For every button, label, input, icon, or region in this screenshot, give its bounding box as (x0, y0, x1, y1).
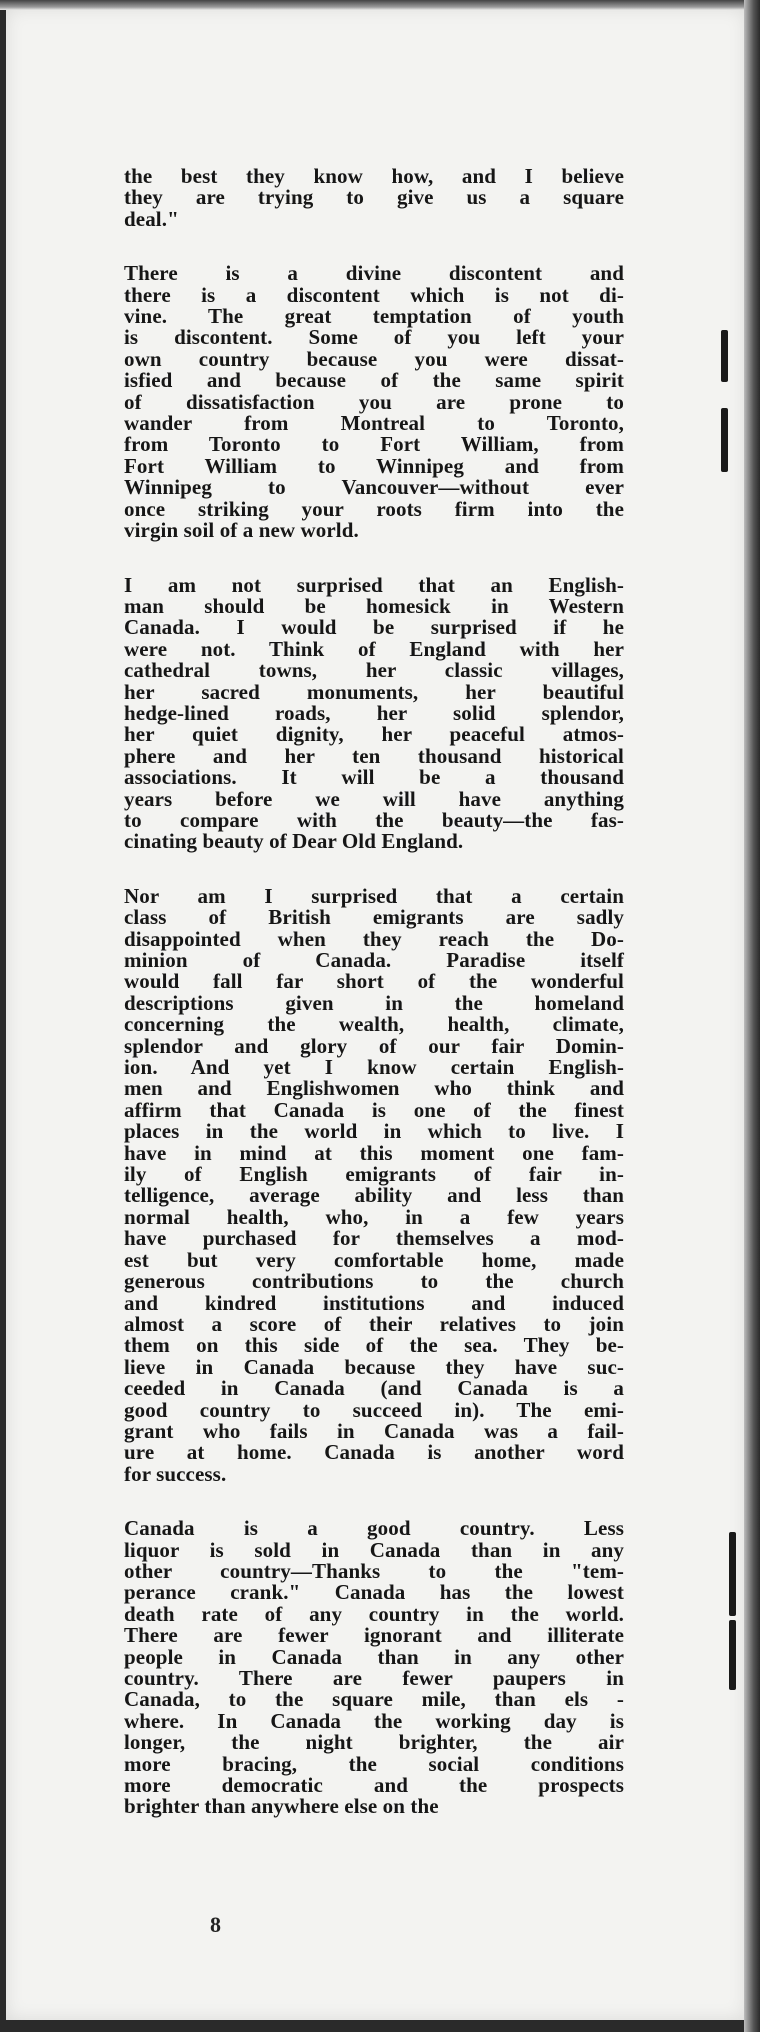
text-line: wander from Montreal to Toronto, (124, 411, 624, 436)
scan-right-edge (744, 0, 760, 2032)
text-line: and kindred institutions and induced (124, 1290, 624, 1315)
text-line: where. In Canada the working day is (124, 1708, 624, 1733)
page-number: 8 (210, 1912, 221, 1937)
text-line: brighter than anywhere else on the (124, 1794, 439, 1819)
text-line: vine. The great temptation of youth (124, 304, 624, 329)
text-line: of dissatisfaction you are prone to (124, 389, 624, 414)
text-line: disappointed when they reach the Do- (124, 926, 624, 951)
text-line: have in mind at this moment one fam- (124, 1140, 624, 1165)
text-line: is discontent. Some of you left your (124, 325, 624, 350)
text-line: would fall far short of the wonderful (124, 969, 624, 994)
text-line: they are trying to give us a square (124, 185, 624, 210)
text-line: phere and her ten thousand historical (124, 743, 624, 768)
text-line: liquor is sold in Canada than in any (124, 1537, 624, 1562)
paragraph (124, 166, 624, 230)
text-line: were not. Think of England with her (124, 636, 624, 661)
text-line: telligence, average ability and less than (124, 1183, 624, 1208)
text-line: isfied and because of the same spirit (124, 368, 624, 393)
text-line: for success. (124, 1461, 227, 1486)
text-line: almost a score of their relatives to join (124, 1311, 624, 1336)
text-line: cinating beauty of Dear Old England. (124, 829, 464, 854)
text-line: Canada is a good country. Less (124, 1516, 624, 1541)
text-line: ceeded in Canada (and Canada is a (124, 1376, 624, 1401)
text-line: to compare with the beauty—the fas- (124, 807, 624, 832)
text-line: ure at home. Canada is another word (124, 1440, 624, 1465)
text-line: men and Englishwomen who think and (124, 1076, 624, 1101)
text-line: ily of English emigrants of fair in- (124, 1162, 624, 1187)
text-line: have purchased for themselves a mod- (124, 1226, 624, 1251)
text-line: grant who fails in Canada was a fail- (124, 1418, 624, 1443)
margin-mark (729, 1620, 736, 1690)
text-line: Fort William to Winnipeg and from (124, 453, 624, 478)
text-line: affirm that Canada is one of the finest (124, 1097, 624, 1122)
text-line: Winnipeg to Vancouver—without ever (124, 475, 624, 500)
text-line: There are fewer ignorant and illiterate (124, 1623, 624, 1648)
text-line: descriptions given in the homeland (124, 990, 624, 1015)
text-line: good country to succeed in). The emi- (124, 1397, 624, 1422)
text-line: deal." (124, 206, 179, 231)
text-line: the best they know how, and I believe (124, 164, 624, 188)
text-line: Canada, to the square mile, than els - (124, 1687, 624, 1712)
text-line: I am not surprised that an English- (124, 572, 624, 597)
text-line: longer, the night brighter, the air (124, 1730, 624, 1755)
text-line: perance crank." Canada has the lowest (124, 1580, 624, 1605)
text-line: lieve in Canada because they have suc- (124, 1354, 624, 1379)
text-line: other country—Thanks to the "tem- (124, 1558, 624, 1583)
margin-mark (721, 408, 728, 472)
text-line: ion. And yet I know certain English- (124, 1055, 624, 1080)
text-line: years before we will have anything (124, 786, 624, 811)
text-line: more democratic and the prospects (124, 1773, 624, 1798)
margin-mark (721, 330, 728, 382)
text-line: There is a divine discontent and (124, 261, 624, 286)
body-text-column (124, 166, 624, 1851)
text-line: her sacred monuments, her beautiful (124, 679, 624, 704)
text-line: generous contributions to the church (124, 1269, 624, 1294)
margin-mark (729, 1532, 736, 1616)
text-line: from Toronto to Fort William, from (124, 432, 624, 457)
text-line: country. There are fewer paupers in (124, 1666, 624, 1690)
paragraph (124, 263, 624, 541)
text-line: associations. It will be a thousand (124, 765, 624, 790)
text-line: concerning the wealth, health, climate, (124, 1012, 624, 1037)
text-line: them on this side of the sea. They be- (124, 1333, 624, 1358)
text-line: est but very comfortable home, made (124, 1247, 624, 1272)
text-line: places in the world in which to live. I (124, 1119, 624, 1144)
text-line: normal health, who, in a few years (124, 1204, 624, 1229)
text-line: cathedral towns, her classic villages, (124, 658, 624, 683)
text-line: her quiet dignity, her peaceful atmos- (124, 722, 624, 747)
text-line: there is a discontent which is not di- (124, 282, 624, 307)
text-line: man should be homesick in Western (124, 593, 624, 618)
text-line: splendor and glory of our fair Domin- (124, 1033, 624, 1058)
text-line: people in Canada than in any other (124, 1644, 624, 1669)
text-line: more bracing, the social conditions (124, 1751, 624, 1776)
paragraph (124, 883, 624, 1486)
text-line: hedge-lined roads, her solid splendor, (124, 700, 624, 725)
text-line: once striking your roots firm into the (124, 496, 624, 521)
paragraph (124, 572, 624, 854)
text-line: own country because you were dissat- (124, 346, 624, 371)
text-line: minion of Canada. Paradise itself (124, 948, 624, 972)
text-line: Nor am I surprised that a certain (124, 883, 624, 908)
text-line: virgin soil of a new world. (124, 518, 359, 543)
text-line: death rate of any country in the world. (124, 1601, 624, 1626)
text-line: Canada. I would be surprised if he (124, 615, 624, 640)
scan-top-edge (0, 0, 760, 10)
paragraph (124, 1518, 624, 1818)
text-line: class of British emigrants are sadly (124, 905, 624, 930)
